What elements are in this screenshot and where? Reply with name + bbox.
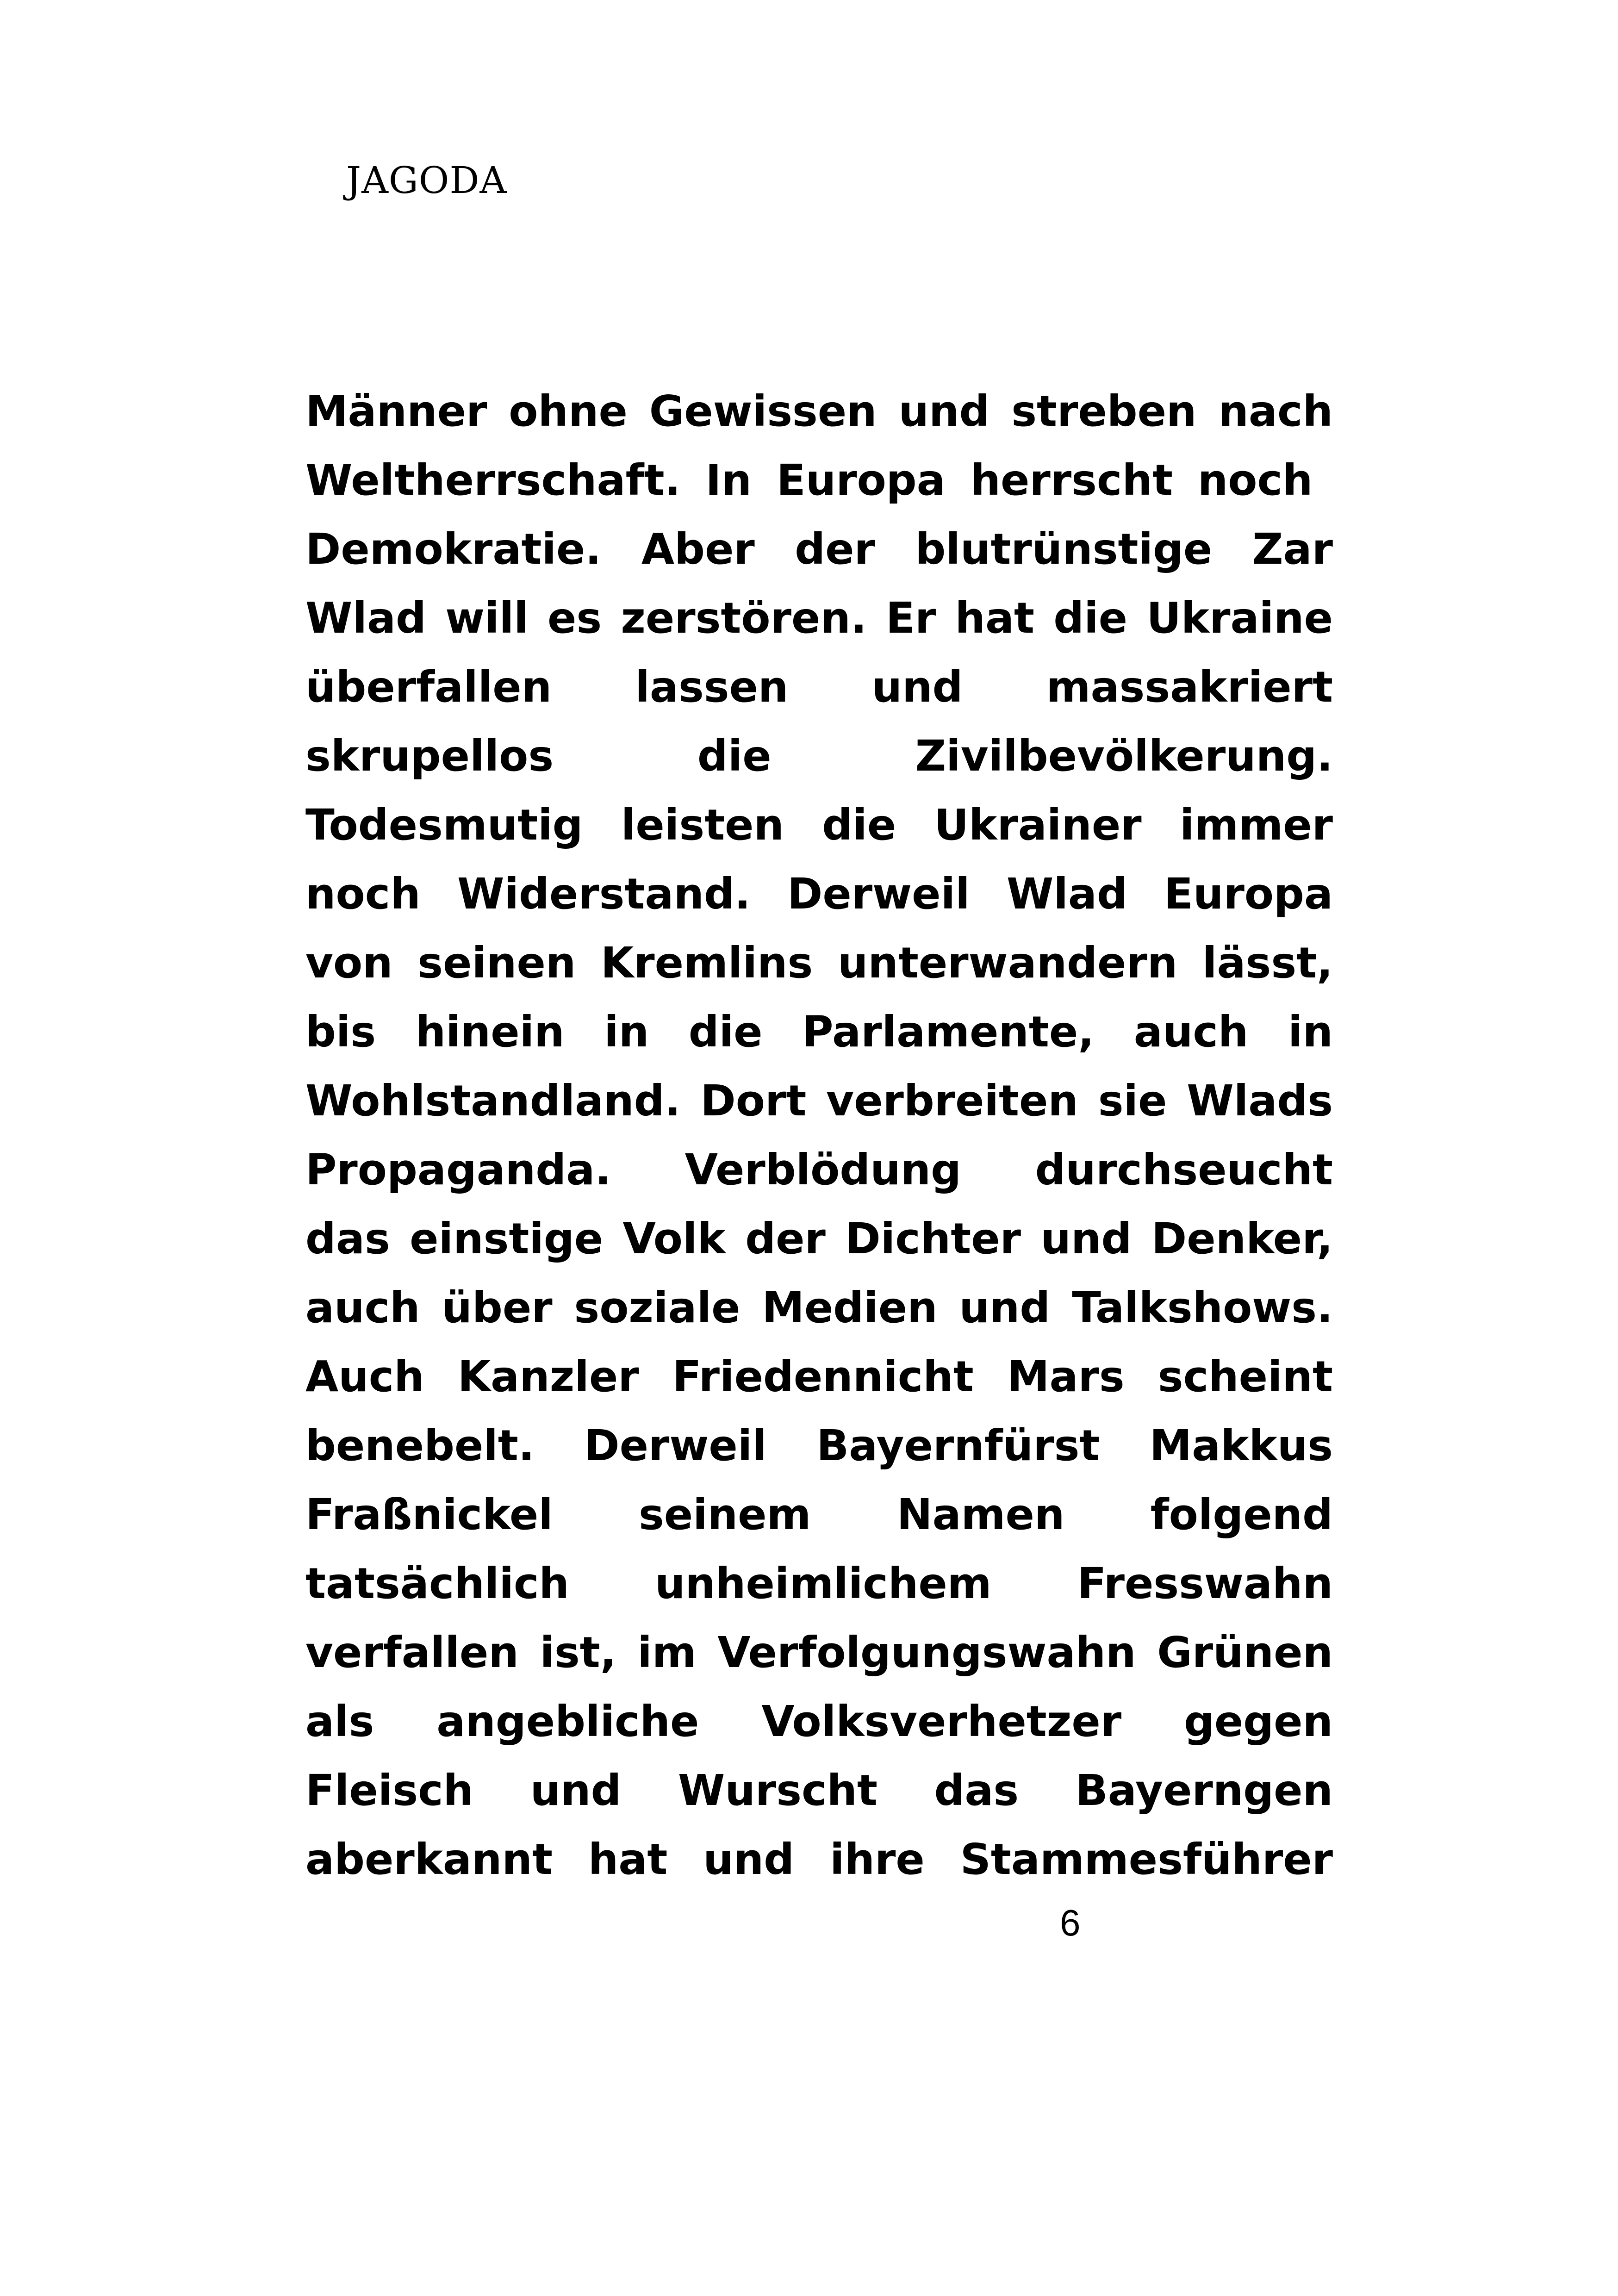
text-line: als angebliche Volksverhetzer gegen (305, 1697, 1333, 1746)
text-line: aberkannt hat und ihre Stammesführer (305, 1835, 1333, 1884)
text-line: Demokratie. Aber der blutrünstige Zar (305, 524, 1333, 574)
text-line: Fraßnickel seinem Namen folgend (305, 1490, 1333, 1539)
text-line: Wlad will es zerstören. Er hat die Ukraine (305, 593, 1333, 643)
text-line: Wohlstandland. Dort verbreiten sie Wlads (305, 1076, 1333, 1126)
body-paragraph (305, 377, 1333, 1894)
running-header: JAGODA (346, 159, 507, 202)
text-line: benebelt. Derweil Bayernfürst Makkus (305, 1421, 1333, 1470)
text-line: verfallen ist, im Verfolgungswahn Grünen (305, 1628, 1333, 1677)
text-line: tatsächlich unheimlichem Fresswahn (305, 1559, 1333, 1608)
text-line: von seinen Kremlins unterwandern lässt, (305, 938, 1333, 988)
text-line: bis hinein in die Parlamente, auch in (305, 1007, 1333, 1057)
text-line: Todesmutig leisten die Ukrainer immer (305, 800, 1333, 850)
text-line: überfallen lassen und massakriert (305, 662, 1333, 712)
text-line: Auch Kanzler Friedennicht Mars scheint (305, 1352, 1333, 1401)
text-line: skrupellos die Zivilbevölkerung. (305, 731, 1333, 781)
text-line: noch Widerstand. Derweil Wlad Europa (305, 869, 1333, 919)
text-line: Weltherrschaft. In Europa herrscht noch (305, 455, 1313, 505)
text-line: das einstige Volk der Dichter und Denker, (305, 1214, 1333, 1263)
text-line: Männer ohne Gewissen und streben nach (305, 386, 1333, 436)
text-line: Propaganda. Verblödung durchseucht (305, 1145, 1333, 1195)
text-line: auch über soziale Medien und Talkshows. (305, 1283, 1333, 1332)
text-line: Fleisch und Wurscht das Bayerngen (305, 1766, 1333, 1815)
page-number: 6 (1060, 1902, 1081, 1943)
